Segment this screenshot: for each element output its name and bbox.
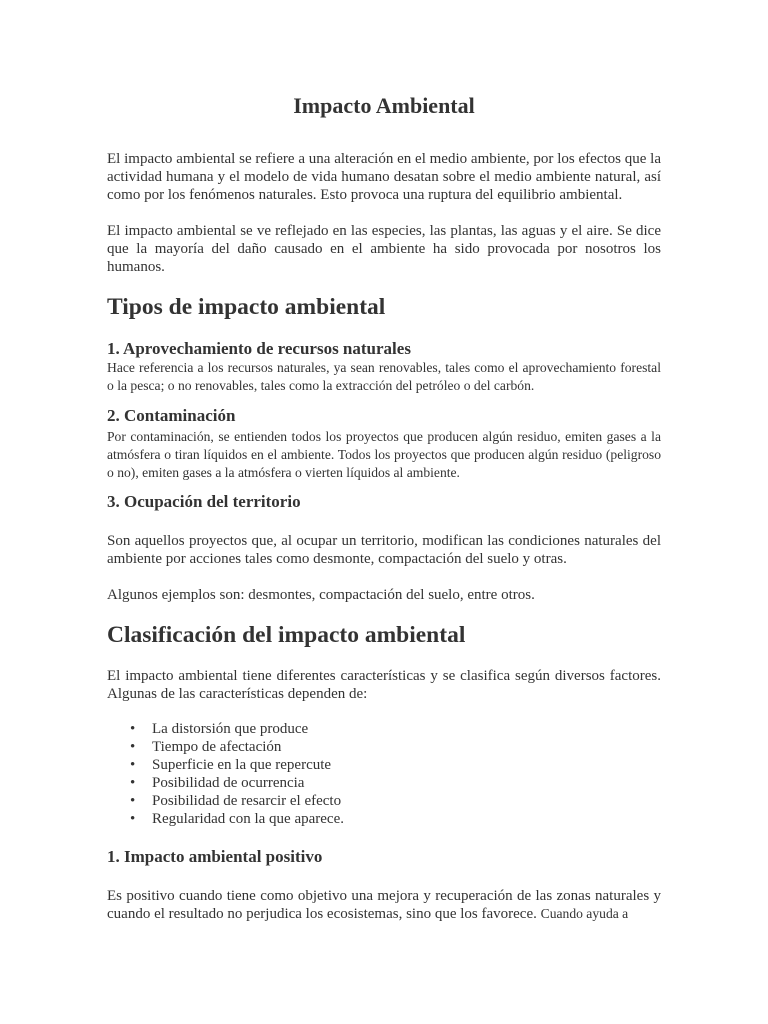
section-heading-clasificacion: Clasificación del impacto ambiental bbox=[107, 622, 466, 648]
section-heading-tipos: Tipos de impacto ambiental bbox=[107, 294, 386, 320]
list-item: • Superficie en la que repercute bbox=[152, 756, 344, 774]
subheading-impacto-positivo: 1. Impacto ambiental positivo bbox=[107, 847, 323, 866]
intro-paragraph-1: El impacto ambiental se refiere a una alteración en el medio ambiente, por los efectos que la actividad humana y el modelo de vida humano desatan sobre el medio ambiente natural, así como por los fenómenos naturales. Esto provoca una ruptura del equilibrio ambiental. bbox=[107, 151, 661, 203]
document-title: Impacto Ambiental bbox=[293, 93, 475, 118]
list-item: • Posibilidad de resarcir el efecto bbox=[152, 792, 344, 810]
paragraph-text-continuation: Cuando ayuda a bbox=[540, 906, 629, 921]
paragraph-ocupacion: Son aquellos proyectos que, al ocupar un territorio, modifican las condiciones naturales del ambiente por acciones tales como desmonte, compactación del suelo y otras. bbox=[107, 533, 661, 567]
paragraph-clasificacion-intro: El impacto ambiental tiene diferentes características y se clasifica según diversos factores. Algunas de las características dependen de: bbox=[107, 668, 661, 702]
intro-paragraph-2: El impacto ambiental se ve reflejado en las especies, las plantas, las aguas y el aire. Se dice que la mayoría del daño causado en el ambiente ha sido provocada por nosotros los humanos. bbox=[107, 223, 661, 275]
paragraph-ejemplos: Algunos ejemplos son: desmontes, compactación del suelo, entre otros. bbox=[107, 587, 535, 603]
paragraph-contaminacion: Por contaminación, se entienden todos los proyectos que producen algún residuo, emiten gases a la atmósfera o tiran líquidos en el ambiente. Todos los proyectos que producen algún residuo (peligroso o no), emiten gases a la atmósfera o vierten líquidos al ambiente. bbox=[107, 429, 661, 480]
list-item: • Regularidad con la que aparece. bbox=[152, 810, 344, 828]
paragraph-impacto-positivo bbox=[107, 887, 661, 923]
list-item: • Tiempo de afectación bbox=[152, 738, 344, 756]
list-item: • Posibilidad de ocurrencia bbox=[152, 774, 344, 792]
paragraph-text: Es positivo cuando tiene como objetivo una mejora y recuperación de las zonas naturales y cuando el resultado no perjudica los ecosistemas, sino que los favorece. bbox=[107, 888, 661, 922]
subheading-contaminacion: 2. Contaminación bbox=[107, 406, 236, 425]
list-item: • La distorsión que produce bbox=[152, 720, 344, 738]
characteristics-list bbox=[107, 720, 344, 828]
subheading-ocupacion: 3. Ocupación del territorio bbox=[107, 492, 301, 511]
paragraph-aprovechamiento: Hace referencia a los recursos naturales, ya sean renovables, tales como el aprovechamiento forestal o la pesca; o no renovables, tales como la extracción del petróleo o del carbón. bbox=[107, 360, 661, 393]
subheading-aprovechamiento: 1. Aprovechamiento de recursos naturales bbox=[107, 339, 411, 358]
